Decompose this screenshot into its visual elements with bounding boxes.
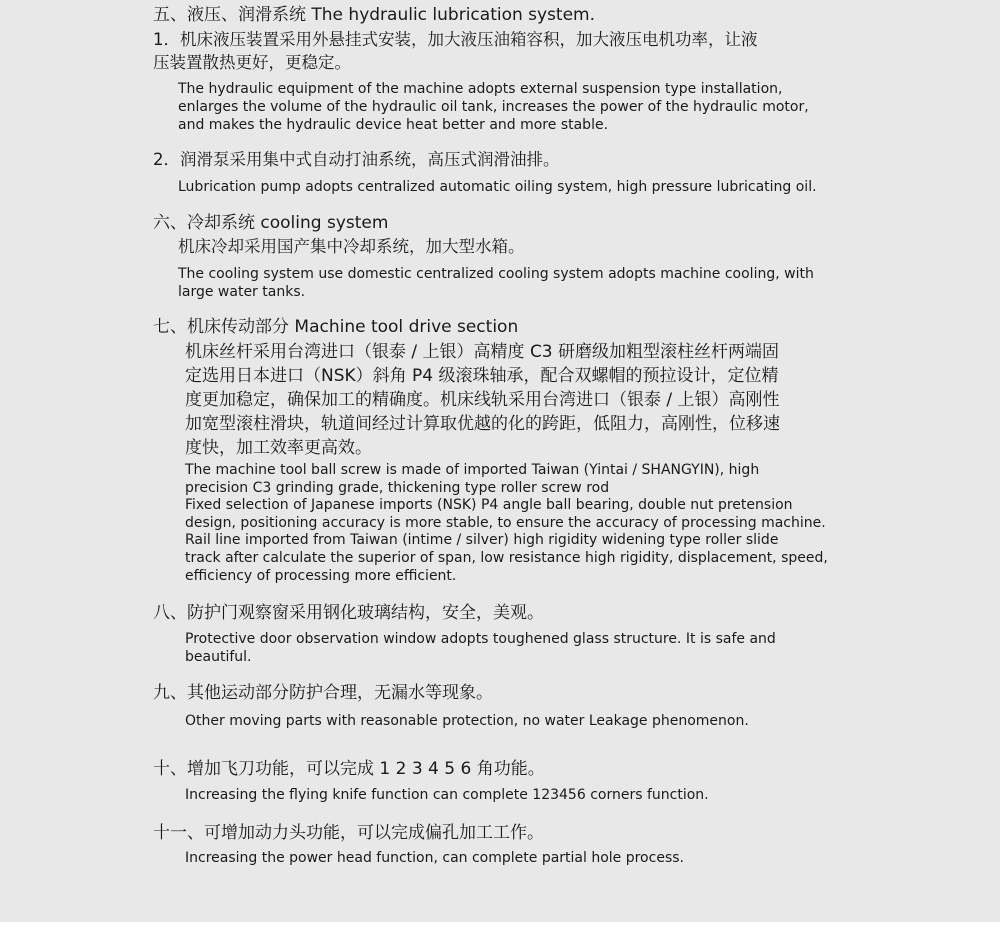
section-5-item-2-zh: 2．润滑泵采用集中式自动打油系统，高压式润滑油排。 (153, 150, 560, 169)
section-5-item-2-en: Lubrication pump adopts centralized automatic oiling system, high pressure lubricating oil. (178, 179, 817, 195)
section-8-heading: 八、防护门观察窗采用钢化玻璃结构，安全，美观。 (153, 603, 544, 623)
section-6-heading: 六、冷却系统 cooling system (153, 213, 389, 233)
section-11-heading: 十一、可增加动力头功能，可以完成偏孔加工工作。 (153, 823, 544, 843)
section-10-heading: 十、增加飞刀功能，可以完成 1 2 3 4 5 6 角功能。 (153, 759, 545, 779)
section-9-heading: 九、其他运动部分防护合理，无漏水等现象。 (153, 683, 493, 703)
section-8-en: Protective door observation window adopts toughened glass structure. It is safe and beautiful. (185, 631, 776, 665)
section-10-en: Increasing the flying knife function can complete 123456 corners function. (185, 787, 709, 803)
section-11-en: Increasing the power head function, can complete partial hole process. (185, 850, 684, 866)
section-5-heading: 五、液压、润滑系统 The hydraulic lubrication system. (153, 5, 596, 25)
section-9-en: Other moving parts with reasonable protection, no water Leakage phenomenon. (185, 713, 749, 729)
section-7-en: The machine tool ball screw is made of imported Taiwan (Yintai / SHANGYIN), high precision C3 grinding grade, thickening type roller screw rod Fixed selection of Japanese imports (NSK) P4 angle ball bearing, double nut pretension design, positioning accuracy is more stable, to ensure the accuracy of processing machine. Rail line imported from Taiwan (intime / silver) high rigidity widening type roller slide track after calculate the superior of span, low resistance high rigidity, displacement, speed, efficiency of processing more efficient. (185, 462, 828, 584)
section-5-item-1-en: The hydraulic equipment of the machine adopts external suspension type installation, enlarges the volume of the hydraulic oil tank, increases the power of the hydraulic motor, and makes the hydraulic device heat better and more stable. (178, 81, 809, 133)
section-7-heading: 七、机床传动部分 Machine tool drive section (153, 317, 519, 337)
section-7-zh: 机床丝杆采用台湾进口（银泰 / 上银）高精度 C3 研磨级加粗型滚柱丝杆两端固 定选用日本进口（NSK）斜角 P4 级滚珠轴承，配合双螺帽的预拉设计，定位精 度更加稳定，确保加工的精确度。机床线轨采用台湾进口（银泰 / 上银）高刚性 加宽型滚柱滑块，轨道间经过计算取优越的化的跨距，低阻力，高刚性，位移速 度快，加工效率更高效。 (185, 342, 780, 458)
section-6-en: The cooling system use domestic centralized cooling system adopts machine cooling, with large water tanks. (178, 266, 814, 300)
section-5-item-1-zh: 1．机床液压装置采用外悬挂式安装，加大液压油箱容积，加大液压电机功率，让液 压装置散热更好，更稳定。 (153, 30, 758, 72)
section-6-zh: 机床冷却采用国产集中冷却系统，加大型水箱。 (178, 237, 525, 256)
